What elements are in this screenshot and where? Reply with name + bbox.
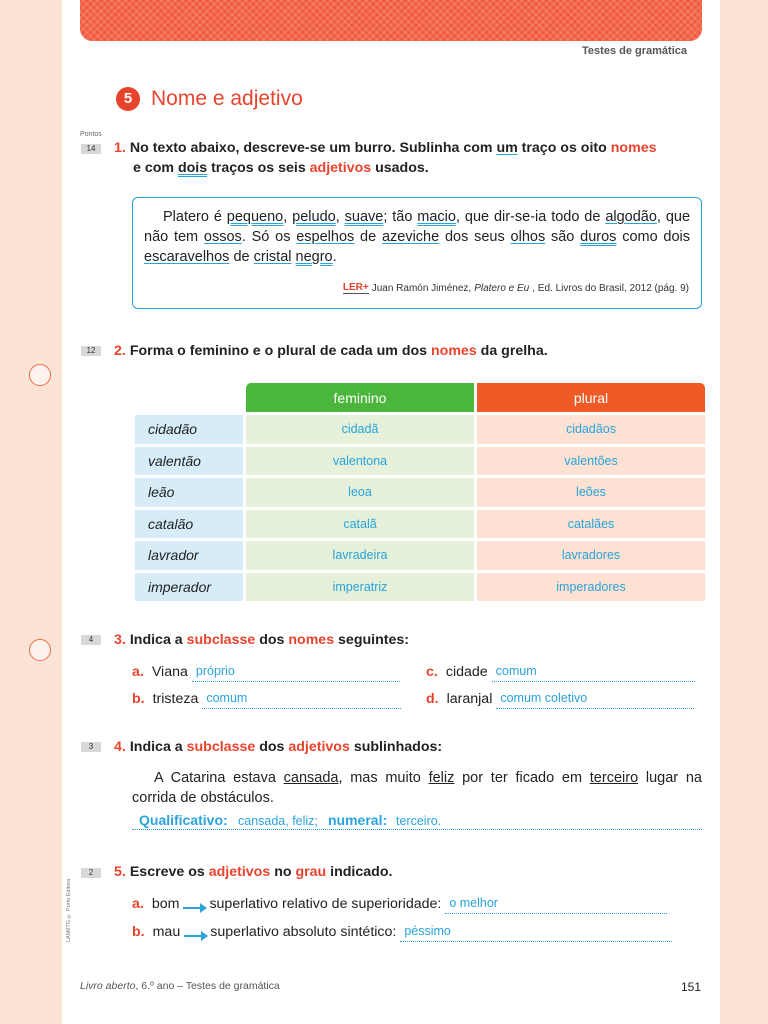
q2-points: 12	[81, 346, 101, 356]
answer-line[interactable]: comum coletivo	[496, 693, 694, 709]
binder-hole-top	[29, 364, 51, 386]
q3-item-d: d. laranjal comum coletivo	[426, 689, 694, 709]
page-number: 151	[680, 980, 701, 994]
q2-instruction: 2. Forma o feminino e o plural de cada um dos nomes da grelha.	[114, 343, 548, 359]
arrow-icon	[184, 935, 206, 937]
q4-answer-line[interactable]: Qualificativo: cansada, feliz; numeral: terceiro.	[132, 812, 702, 830]
q3-instruction: 3. Indica a subclasse dos nomes seguintes:	[114, 632, 409, 648]
header-section-title: Testes de gramática	[582, 45, 687, 57]
q1-source: LER+ Juan Ramón Jiménez, Platero e Eu , Ed. Livros do Brasil, 2012 (pág. 9)	[342, 282, 689, 294]
col-feminino: feminino	[246, 383, 474, 412]
binder-hole-bottom	[29, 639, 51, 661]
q1-instruction: 1. No texto abaixo, descreve-se um burro. Sublinha com um traço os oito nomes e com dois traços os seis adjetivos usados.	[114, 140, 657, 176]
points-label: Pontos	[80, 131, 102, 138]
answer-line[interactable]: péssimo	[400, 926, 672, 942]
table-row: imperador imperatriz imperadores	[135, 573, 705, 602]
q3-item-a: a. Viana próprio	[132, 662, 400, 682]
table-row: leão leoa leões	[135, 478, 705, 507]
q5-item-a: a. bom superlativo relativo de superioridade: o melhor	[132, 894, 667, 914]
q1-points: 14	[81, 144, 101, 154]
ler-logo: LER+	[342, 282, 369, 293]
unit-number-badge: 5	[116, 87, 140, 111]
col-plural: plural	[477, 383, 705, 412]
q5-item-b: b. mau superlativo absoluto sintético: péssimo	[132, 922, 672, 942]
q1-passage: Platero é pequeno, peludo, suave; tão macio, que dir-se-ia todo de algodão, que não tem ossos. Só os espelhos de azeviche dos seus olhos são duros como dois escaravelhos de cristal negro.	[144, 209, 691, 265]
table-row: valentão valentona valentões	[135, 447, 705, 476]
side-credit: LAM6TG © Porto Editora	[66, 878, 72, 942]
answer-line[interactable]: comum	[202, 693, 401, 709]
q4-points: 3	[81, 742, 101, 752]
q1-text-box	[132, 197, 702, 309]
q3-item-c: c. cidade comum	[426, 662, 695, 682]
q2-grid	[132, 380, 708, 604]
q4-instruction: 4. Indica a subclasse dos adjetivos sublinhados:	[114, 739, 443, 755]
answer-line[interactable]: próprio	[192, 666, 400, 682]
answer-line[interactable]: comum	[492, 666, 695, 682]
table-row: catalão catalã catalães	[135, 510, 705, 539]
table-row: cidadão cidadã cidadãos	[135, 415, 705, 444]
q3-item-b: b. tristeza comum	[132, 689, 401, 709]
header-banner	[80, 0, 702, 41]
q5-points: 2	[81, 868, 101, 878]
footer-book-title: Livro aberto, 6.º ano – Testes de gramática	[80, 980, 280, 992]
answer-line[interactable]: o melhor	[445, 898, 667, 914]
q3-points: 4	[81, 635, 101, 645]
table-row: lavrador lavradeira lavradores	[135, 541, 705, 570]
q4-sentence: A Catarina estava cansada, mas muito feliz por ter ficado em terceiro lugar na corrida de obstáculos.	[132, 770, 702, 806]
q5-instruction: 5. Escreve os adjetivos no grau indicado.	[114, 864, 393, 880]
unit-title: Nome e adjetivo	[151, 87, 303, 110]
q1-number: 1.	[114, 140, 126, 156]
arrow-icon	[183, 907, 205, 909]
